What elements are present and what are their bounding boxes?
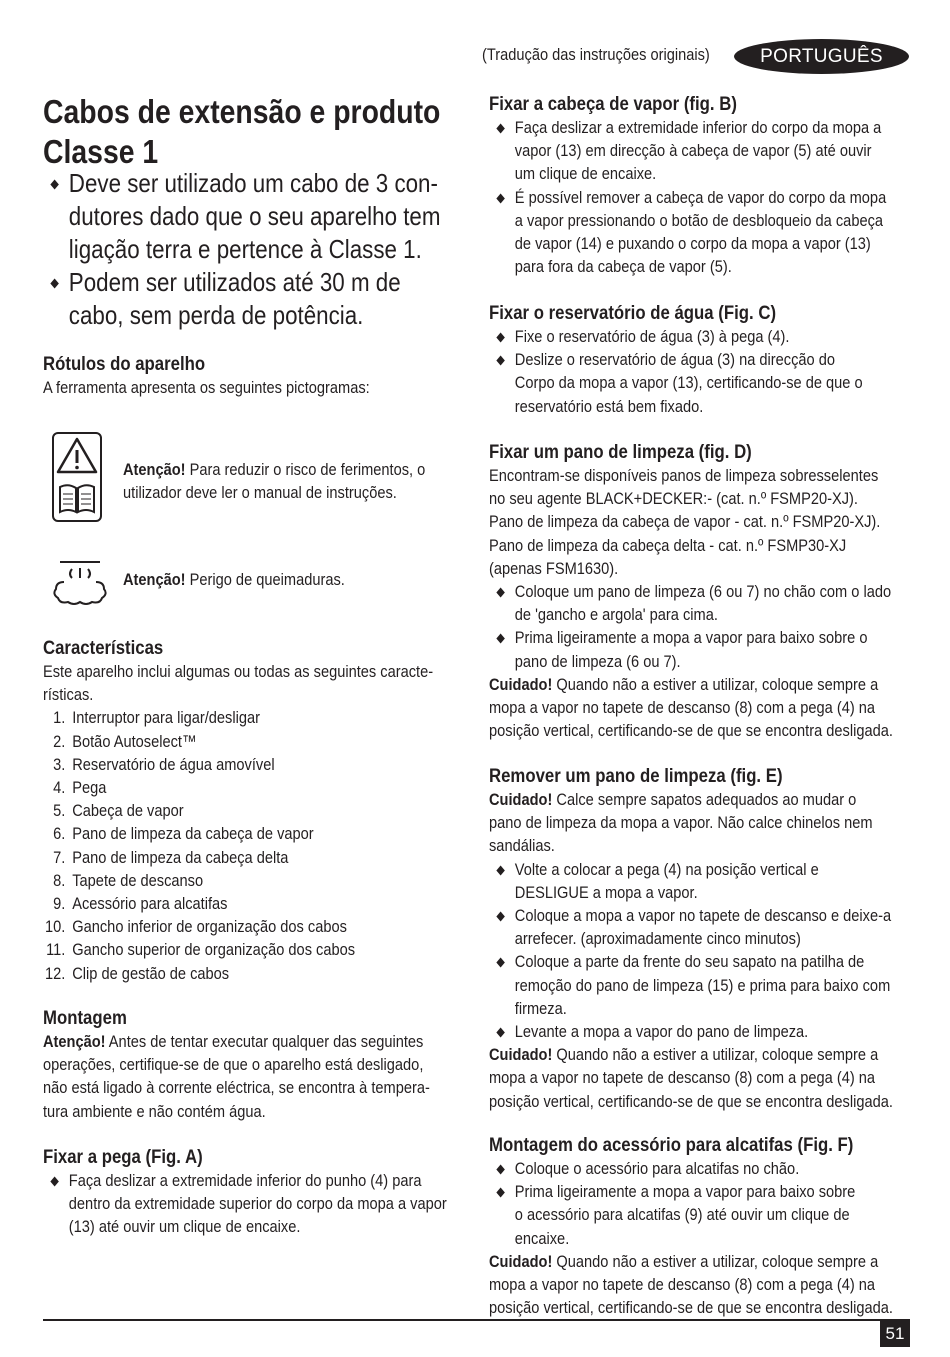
bullet-item: Prima ligeiramente a mopa a vapor para baixo sobre o acessório para alcatifas (9) até ouvir um clique de encaixe. [489,1180,910,1250]
section-heading: Montagem [43,1007,127,1029]
section-heading: Rótulos do aparelho [43,353,206,375]
bullet-diamond-icon [50,180,59,190]
read-manual-warning-icon [52,432,102,522]
bullet-diamond-icon [496,1165,505,1175]
bullet-diamond-icon [496,124,505,134]
page-number: 51 [880,1321,910,1347]
bullet-diamond-icon [496,865,505,875]
bullet-item: Coloque o acessório para alcatifas no chão. [489,1157,910,1180]
bullet-diamond-icon [496,912,505,922]
list-item: 5. Cabeça de vapor [53,801,184,821]
class1-bullets [43,167,464,332]
features-section: Características Este aparelho inclui algumas ou todas as seguintes caracte- rísticas. 1. Interruptor para ligar/desligar 2. Botão Autoselect™ 3. Reservatório de água amovível 4. Pega 5. Cabeça de vapor 6. Pano de limpeza da cabeça de vapor 7. Pano de limpeza da cabeça delta 8. Tapete de descanso 9. Acessório para alcatifas 10. Gancho inferior de organização dos cabos 11. Gancho superior de organização dos cabos 12. Clip de gestão de cabos [43,636,460,985]
bullet-diamond-icon [496,1188,505,1198]
bullet-item: Coloque a mopa a vapor no tapete de descanso e deixe-a arrefecer. (aproximadamente cinco minutos) [489,904,910,950]
bullet-diamond-icon [496,634,505,644]
section-heading: Remover um pano de limpeza (fig. E) [489,765,783,787]
footer-rule [43,1319,910,1321]
list-item: 12. Clip de gestão de cabos [45,963,230,983]
list-item: 2. Botão Autoselect™ [53,731,197,751]
bullet-item: Faça deslizar a extremidade inferior do punho (4) para dentro da extremidade superior do corpo da mopa a vapor (13) até ouvir um clique de encaixe. [43,1169,464,1239]
bullet-item: Deslize o reservatório de água (3) na direcção do Corpo da mopa a vapor (13), certificando-se de que o reservatório está bem fixado. [489,348,910,418]
remove-pad-section: Remover um pano de limpeza (fig. E) Cuidado! Calce sempre sapatos adequados ao mudar o pano de limpeza da mopa a vapor. Não calce chinelos nem sandálias. Volte a colocar a pega (4) na posição vertical e DESLIGUE a mopa a vapor. Coloque a mopa a vapor no tapete de descanso e deixe-a arrefecer. (aproximadamente cinco minutos) Coloque a parte da frente do seu sapato na patilha de remoção do pano de limpeza (15) e prima para baixo com firmeza. Levante a mopa a vapor do pano de limpeza. Cuidado! Quando não a estiver a utilizar, coloque sempre a mopa a vapor no tapete de descanso (8) com a pega (4) na posição vertical, certificando-se de que se encontra desligada. [489,764,910,1113]
steamhead-section [489,92,910,278]
bullet-item: Levante a mopa a vapor do pano de limpeza. [489,1020,910,1043]
translation-note: (Tradução das instruções originais) [482,45,710,64]
tank-section [489,301,910,418]
bullet-item: Podem ser utilizados até 30 m de cabo, sem perda de potência. [43,266,464,332]
labels-section [43,352,456,399]
bullet-item: Faça deslizar a extremidade inferior do corpo da mopa a vapor (13) em direcção à cabeça de vapor (5) até ouvir um clique de encaixe. [489,116,910,186]
bullet-item: Coloque um pano de limpeza (6 ou 7) no chão com o lado de 'gancho e argola' para cima. [489,580,910,626]
bullet-diamond-icon [496,333,505,343]
pictogram-burn-text: Atenção! Perigo de queimaduras. [123,570,345,589]
list-item: 1. Interruptor para ligar/desligar [53,708,260,728]
list-item: 7. Pano de limpeza da cabeça delta [53,847,289,867]
list-item: 6. Pano de limpeza da cabeça de vapor [53,824,314,844]
pictogram-read-manual-text: Atenção! Para reduzir o risco de ferimentos, o utilizador deve ler o manual de instruções. [123,460,426,503]
list-item: 11. Gancho superior de organização dos cabos [46,940,356,960]
bullet-item: Prima ligeiramente a mopa a vapor para baixo sobre o pano de limpeza (6 ou 7). [489,626,910,672]
features-list [43,706,460,984]
bullet-item: Deve ser utilizado um cabo de 3 con- dutores dado que o seu aparelho tem ligação terra e pertence à Classe 1. [43,167,464,266]
handle-section [43,1145,464,1239]
assembly-section: Montagem Atenção! Antes de tentar executar qualquer das seguintes operações, certifique-se de que o aparelho está desligado, não está ligado à corrente eléctrica, se encontra à tempera- tura ambiente e não contém água. [43,1006,460,1123]
bullet-diamond-icon [50,1177,59,1187]
bullet-diamond-icon [496,1028,505,1038]
language-badge: PORTUGUÊS [734,39,909,74]
section-title: Cabos de extensão e produto Classe 1 [43,93,441,170]
bullet-diamond-icon [496,958,505,968]
list-item: 3. Reservatório de água amovível [53,754,275,774]
bullet-diamond-icon [50,279,59,289]
list-item: 8. Tapete de descanso [53,870,204,890]
bullet-item: Coloque a parte da frente do seu sapato na patilha de remoção do pano de limpeza (15) e prima para baixo com firmeza. [489,950,910,1020]
section-heading: Fixar o reservatório de água (Fig. C) [489,302,777,324]
list-item: 4. Pega [53,778,107,798]
section-heading: Fixar um pano de limpeza (fig. D) [489,441,752,463]
bullet-diamond-icon [496,356,505,366]
list-item: 9. Acessório para alcatifas [53,894,228,914]
section-heading: Montagem do acessório para alcatifas (Fig. F) [489,1134,854,1156]
section-heading: Fixar a cabeça de vapor (fig. B) [489,93,737,115]
section-heading: Fixar a pega (Fig. A) [43,1146,203,1168]
section-heading: Características [43,637,164,659]
bullet-item: É possível remover a cabeça de vapor do corpo da mopa a vapor pressionando o botão de desbloqueio da cabeça de vapor (14) e puxando o corpo da mopa a vapor (13) para fora da cabeça de vapor (5). [489,186,910,279]
paragraph: A ferramenta apresenta os seguintes pictogramas: [43,378,370,397]
pad-section: Fixar um pano de limpeza (fig. D) Encontram-se disponíveis panos de limpeza sobresselentes no seu agente BLACK+DECKER:- (cat. n.º FSMP20-XJ). Pano de limpeza da cabeça de vapor - cat. n.º FSMP20-XJ). Pano de limpeza da cabeça delta - cat. n.º FSMP30-XJ (apenas FSM1630). Coloque um pano de limpeza (6 ou 7) no chão com o lado de 'gancho e argola' para cima. Prima ligeiramente a mopa a vapor para baixo sobre o pano de limpeza (6 ou 7). Cuidado! Quando não a estiver a utilizar, coloque sempre a mopa a vapor no tapete de descanso (8) com a pega (4) na posição vertical, certificando-se de que se encontra desligada. [489,440,910,742]
bullet-item: Volte a colocar a pega (4) na posição vertical e DESLIGUE a mopa a vapor. [489,858,910,904]
bullet-item: Fixe o reservatório de água (3) à pega (4). [489,325,910,348]
steam-burn-icon [50,560,110,606]
list-item: 10. Gancho inferior de organização dos cabos [45,917,347,937]
bullet-diamond-icon [496,588,505,598]
bullet-diamond-icon [496,193,505,203]
carpet-section: Montagem do acessório para alcatifas (Fig. F) Coloque o acessório para alcatifas no chão. Prima ligeiramente a mopa a vapor para baixo sobre o acessório para alcatifas (9) até ouvir um clique de encaixe. Cuidado! Quando não a estiver a utilizar, coloque sempre a mopa a vapor no tapete de descanso (8) com a pega (4) na posição vertical, certificando-se de que se encontra desligada. [489,1133,910,1319]
